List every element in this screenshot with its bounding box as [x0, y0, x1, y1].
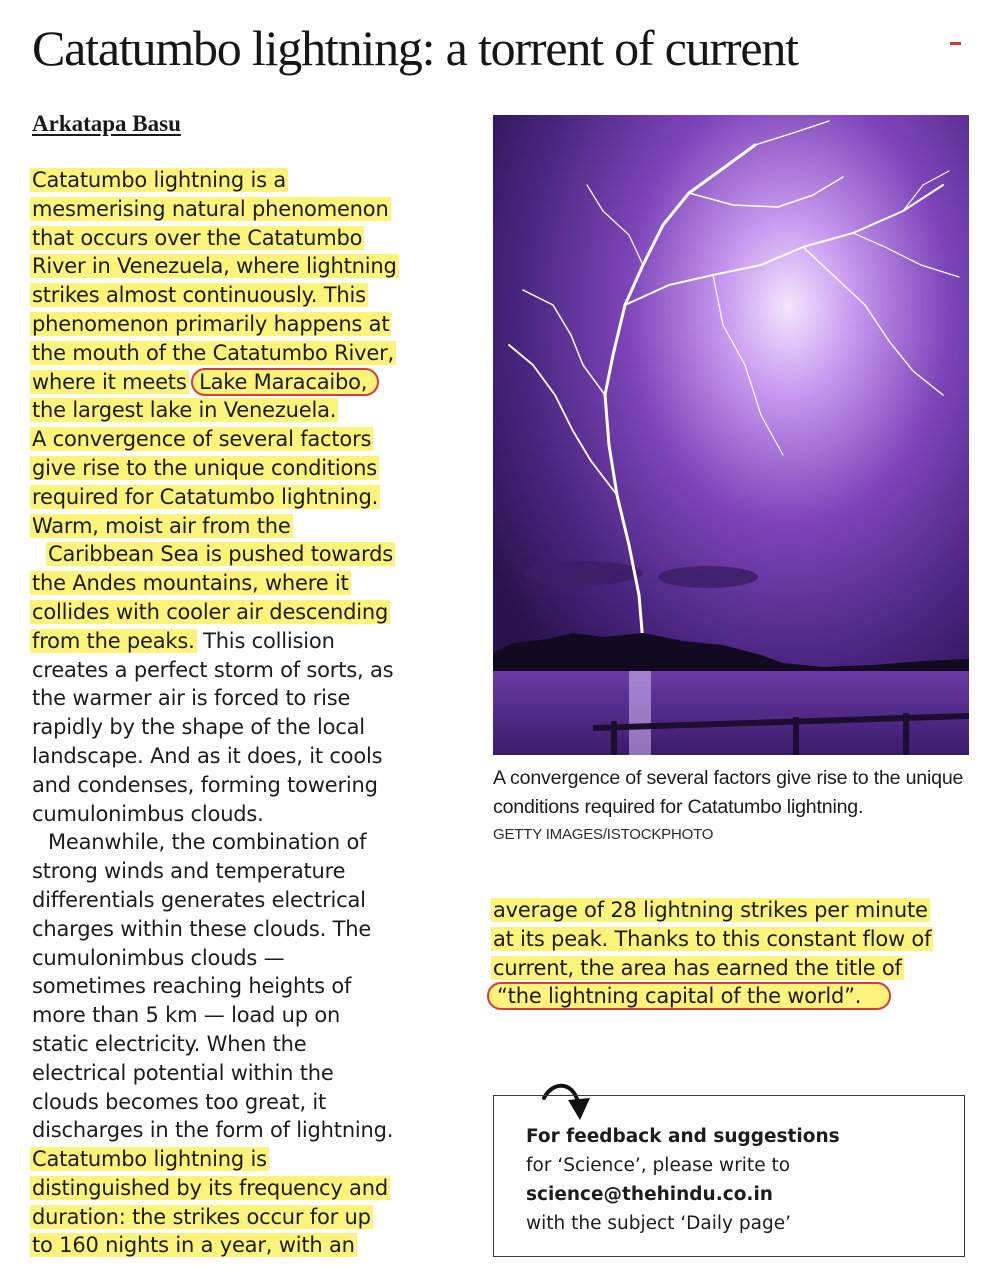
text-line-content: creates a perfect storm of sorts, as — [32, 657, 394, 682]
text-line — [32, 339, 432, 368]
text-line — [32, 886, 432, 915]
text-line-content: landscape. And as it does, it cools — [32, 743, 383, 768]
text-line-content: average of 28 lightning strikes per minute — [493, 898, 928, 922]
byline-author: Arkatapa Basu — [32, 111, 181, 136]
text-line — [32, 454, 432, 483]
text-line — [32, 540, 432, 569]
text-line — [32, 742, 432, 771]
text-line-content: clouds becomes too great, it — [32, 1089, 327, 1114]
article-body-right-column — [493, 896, 973, 1011]
headline: Catatumbo lightning: a torrent of current — [32, 20, 798, 76]
text-line-content: Caribbean Sea is pushed towards — [48, 542, 393, 567]
text-line-content: the mouth of the Catatumbo River, — [32, 340, 394, 365]
text-line-content: strikes almost continuously. This — [32, 283, 366, 308]
text-line — [32, 1116, 432, 1145]
text-line-content: sometimes reaching heights of — [32, 974, 352, 999]
text-line-content: Catatumbo lightning is — [32, 1147, 267, 1172]
text-line-content: strong winds and temperature — [32, 859, 346, 884]
text-line — [32, 800, 432, 829]
text-line — [32, 944, 432, 973]
text-line-content: rapidly by the shape of the local — [32, 715, 365, 740]
text-line — [32, 684, 432, 713]
text-line — [32, 310, 432, 339]
text-line-content: River in Venezuela, where lightning — [32, 254, 397, 279]
text-line — [32, 828, 432, 857]
text-line — [32, 713, 432, 742]
text-line-content: distinguished by its frequency and — [32, 1175, 388, 1200]
text-line — [32, 627, 432, 656]
text-line-content: electrical potential within the — [32, 1060, 334, 1085]
text-line-content: at its peak. Thanks to this constant flow of — [493, 926, 932, 951]
text-line-content: the warmer air is forced to rise — [32, 686, 351, 711]
text-line-content: to 160 nights in a year, with an — [32, 1233, 355, 1258]
lightning-photo-illustration — [493, 115, 969, 755]
text-line-content: more than 5 km — load up on — [32, 1003, 341, 1028]
text-line — [32, 857, 432, 886]
text-line — [32, 656, 432, 685]
text-line — [32, 483, 432, 512]
text-line — [32, 972, 432, 1001]
text-line — [32, 1203, 432, 1232]
text-line-content: where it meets — [32, 369, 187, 394]
text-line — [32, 1030, 432, 1059]
text-line — [493, 925, 973, 954]
text-line — [32, 598, 432, 627]
text-line — [32, 195, 432, 224]
text-line-content: required for Catatumbo lightning. — [32, 484, 379, 509]
text-line-content: from the peaks. — [32, 628, 195, 653]
text-line — [32, 1001, 432, 1030]
lightning-photo — [493, 115, 969, 755]
text-line-content: mesmerising natural phenomenon — [32, 196, 389, 221]
feedback-heading: For feedback and suggestions — [526, 1126, 840, 1147]
text-line-content: phenomenon primarily happens at — [32, 311, 390, 336]
text-line-rest: This collision — [196, 628, 335, 653]
text-line-content: that occurs over the Catatumbo — [32, 225, 363, 250]
text-line — [32, 1088, 432, 1117]
text-line — [32, 1174, 432, 1203]
text-line-content: duration: the strikes occur for up — [32, 1204, 371, 1229]
text-line — [493, 982, 973, 1011]
text-line — [32, 1145, 432, 1174]
text-line — [32, 281, 432, 310]
text-line-content: “the lightning capital of the world”. — [487, 982, 891, 1010]
photo-credit: GETTY IMAGES/ISTOCKPHOTO — [493, 826, 714, 843]
feedback-subject-line: with the subject ‘Daily page’ — [526, 1213, 791, 1234]
text-line — [32, 915, 432, 944]
feedback-line: for ‘Science’, please write to — [526, 1155, 791, 1176]
text-line-content: current, the area has earned the title of — [493, 955, 902, 980]
text-line — [32, 224, 432, 253]
text-line — [32, 512, 432, 541]
text-line — [32, 166, 432, 195]
text-line-content: discharges in the form of lightning. — [32, 1118, 394, 1143]
text-line-content: and condenses, forming towering — [32, 772, 378, 797]
text-line-content: collides with cooler air descending — [32, 599, 389, 624]
text-line-content: the Andes mountains, where it — [32, 571, 349, 596]
text-line-content: Catatumbo lightning is a — [32, 168, 287, 192]
text-line — [32, 396, 432, 425]
text-line-content: Warm, moist air from the — [32, 513, 291, 538]
feedback-box — [493, 1095, 965, 1257]
photo-caption: A convergence of several factors give rise to the unique conditions required for Catatumbo lightning. — [493, 767, 964, 818]
text-line-content: differentials generates electrical — [32, 887, 366, 912]
text-line — [32, 569, 432, 598]
text-line-content: cumulonimbus clouds. — [32, 801, 264, 826]
text-line-content: the largest lake in Venezuela. — [32, 398, 337, 423]
text-line-content: Meanwhile, the combination of — [48, 830, 367, 855]
text-line — [493, 954, 973, 983]
text-line — [493, 896, 973, 925]
accent-dash — [950, 42, 961, 45]
text-line — [32, 1059, 432, 1088]
text-line — [32, 252, 432, 281]
text-line-content: give rise to the unique conditions — [32, 455, 378, 480]
text-line-content: static electricity. When the — [32, 1031, 307, 1056]
circled-phrase: Lake Maracaibo, — [191, 368, 379, 396]
text-line — [32, 1231, 432, 1260]
text-line-content: charges within these clouds. The — [32, 916, 372, 941]
text-line — [32, 368, 432, 397]
text-line-content: A convergence of several factors — [32, 427, 372, 452]
feedback-email-link[interactable]: science@thehindu.co.in — [526, 1184, 773, 1205]
text-line — [32, 425, 432, 454]
text-line — [32, 771, 432, 800]
text-line-content: cumulonimbus clouds — — [32, 945, 285, 970]
article-body-left-column — [32, 166, 432, 1260]
